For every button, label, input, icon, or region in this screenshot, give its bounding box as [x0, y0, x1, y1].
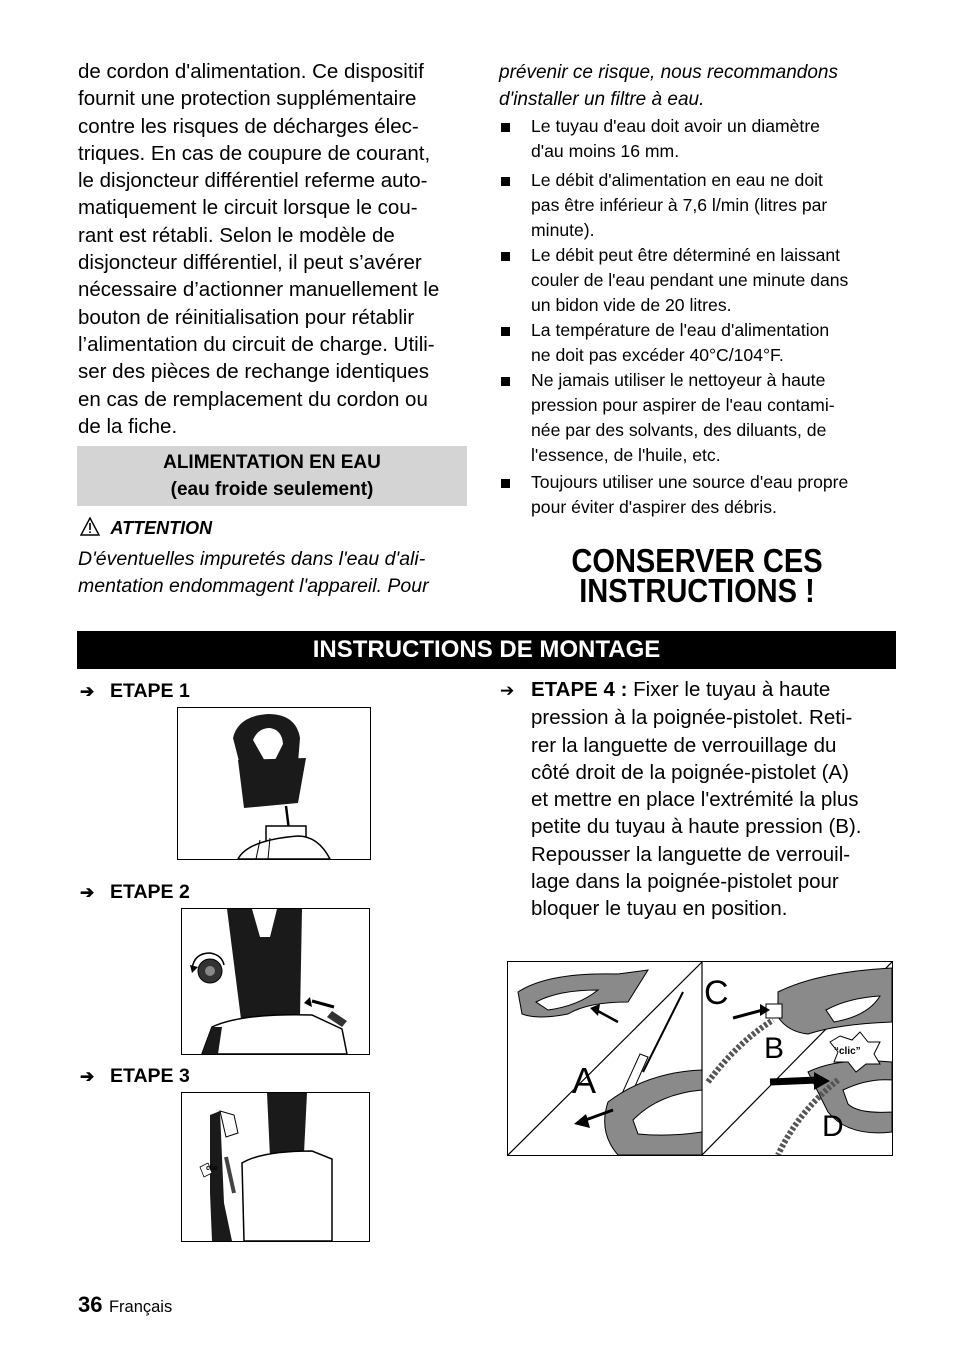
- text-line: Toujours utiliser une source d'eau propre: [531, 472, 849, 492]
- list-item: [499, 114, 909, 164]
- text-line: pression pour aspirer de l'eau contami-: [531, 395, 835, 415]
- text-line: D'éventuelles impuretés dans l'eau d'ali-: [78, 548, 426, 570]
- water-requirements-list: [499, 114, 909, 520]
- text-line: côté droit de la poignée-pistolet (A): [531, 760, 849, 784]
- text-line: d'installer un filtre à eau.: [499, 89, 705, 110]
- intro-paragraph: [78, 58, 478, 440]
- text-line: rant est rétabli. Selon le modèle de: [78, 223, 395, 247]
- text-line: ser des pièces de rechange identiques: [78, 360, 430, 384]
- text-line: minute).: [531, 220, 595, 240]
- text-line: mentation endommagent l'appareil. Pour: [78, 575, 429, 597]
- square-bullet-icon: [501, 377, 510, 386]
- right-arrow-icon: ➔: [80, 1067, 95, 1086]
- text-line: de cordon d'alimentation. Ce dispositif: [78, 60, 424, 83]
- right-arrow-icon: ➔: [80, 682, 95, 701]
- keep-instructions-title: [521, 542, 873, 609]
- step-1-label: [80, 679, 190, 704]
- square-bullet-icon: [501, 479, 510, 488]
- list-item: [499, 470, 909, 520]
- text-line: pas être inférieur à 7,6 l/min (litres par: [531, 195, 828, 215]
- square-bullet-icon: [501, 177, 510, 186]
- water-supply-section-box: [77, 446, 467, 506]
- list-item: [499, 318, 909, 368]
- label-d: D: [822, 1110, 844, 1143]
- text-line: bloquer le tuyau en position.: [531, 897, 788, 921]
- text-line: d'au moins 16 mm.: [531, 141, 680, 161]
- section-box-title: ALIMENTATION EN EAU: [163, 452, 381, 473]
- attention-heading: [80, 517, 212, 541]
- text-line: l’alimentation du circuit de charge. Utili-: [78, 332, 435, 356]
- square-bullet-icon: [501, 252, 510, 261]
- text-line: Le débit d'alimentation en eau ne doit: [531, 170, 823, 190]
- text-line: prévenir ce risque, nous recommandons: [499, 62, 839, 83]
- text-line: Le débit peut être déterminé en laissant: [531, 245, 841, 265]
- label-b: B: [764, 1032, 785, 1065]
- right-arrow-icon: ➔: [500, 681, 515, 700]
- step-4-figure: [507, 961, 893, 1156]
- step-label-text: ETAPE 2: [110, 881, 190, 903]
- text-line: couler de l'eau pendant une minute dans: [531, 270, 849, 290]
- text-line: pression à la poignée-pistolet. Reti-: [531, 706, 853, 730]
- text-line: Fixer le tuyau à haute: [633, 678, 831, 701]
- right-arrow-icon: ➔: [80, 883, 95, 902]
- warning-triangle-icon: [80, 517, 100, 536]
- label-a: A: [572, 1060, 597, 1101]
- page-footer: [78, 1292, 172, 1318]
- step-1-figure: [177, 707, 371, 860]
- step-2-label: [80, 880, 190, 905]
- list-item: [499, 168, 909, 243]
- text-line: disjoncteur différentiel, il peut s’avérer: [78, 251, 422, 275]
- attention-label: ATTENTION: [110, 518, 213, 538]
- step-3-figure: [181, 1092, 370, 1242]
- text-line: contre les risques de décharges élec-: [78, 114, 419, 138]
- attention-text: [78, 546, 429, 600]
- text-line: et mettre en place l'extrémité la plus: [531, 788, 859, 812]
- text-line: fournit une protection supplémentaire: [78, 87, 417, 111]
- square-bullet-icon: [501, 327, 510, 336]
- text-line: Le tuyau d'eau doit avoir un diamètre: [531, 116, 820, 136]
- step-2-figure: [181, 908, 370, 1055]
- text-line: le disjoncteur différentiel referme auto-: [78, 169, 428, 193]
- text-line: née par des solvants, des diluants, de: [531, 420, 827, 440]
- text-line: Ne jamais utiliser le nettoyeur à haute: [531, 370, 826, 390]
- step-label-text: ETAPE 1: [110, 680, 190, 702]
- step-3-label: [80, 1064, 190, 1089]
- text-line: lage dans la poignée-pistolet pour: [531, 870, 839, 894]
- assembly-instructions-banner: INSTRUCTIONS DE MONTAGE: [77, 631, 896, 669]
- filter-recommendation: [499, 59, 838, 113]
- text-line: matiquement le circuit lorsque le cou-: [78, 196, 418, 220]
- clic-label: clic: [206, 1165, 218, 1172]
- text-line: de la fiche.: [78, 414, 178, 438]
- step-4-label: ETAPE 4 :: [531, 678, 628, 701]
- step-label-text: ETAPE 3: [110, 1065, 190, 1087]
- page-number: 36: [78, 1292, 103, 1317]
- list-item: [499, 368, 909, 468]
- list-item: [499, 243, 909, 318]
- text-line: nécessaire d’actionner manuellement le: [78, 278, 440, 302]
- text-line: bouton de réinitialisation pour rétablir: [78, 305, 415, 329]
- step-4-instructions: [500, 676, 900, 923]
- text-line: Repousser la languette de verrouil-: [531, 842, 851, 866]
- text-line: [500, 676, 900, 704]
- language-label: Français: [108, 1298, 173, 1316]
- text-line: petite du tuyau à haute pression (B).: [531, 815, 862, 839]
- section-box-subtitle: (eau froide seulement): [170, 479, 374, 500]
- text-line: La température de l'eau d'alimentation: [531, 320, 830, 340]
- text-line: en cas de remplacement du cordon ou: [78, 387, 428, 411]
- text-line: pour éviter d'aspirer des débris.: [531, 497, 777, 517]
- label-c: C: [704, 974, 729, 1012]
- clic-label: “clic”: [834, 1046, 861, 1057]
- text-line: rer la languette de verrouillage du: [531, 733, 837, 757]
- text-line: ne doit pas excéder 40°C/104°F.: [531, 345, 784, 365]
- text-line: triques. En cas de coupure de courant,: [78, 141, 431, 165]
- title-line: INSTRUCTIONS !: [579, 572, 815, 609]
- text-line: un bidon vide de 20 litres.: [531, 295, 732, 315]
- text-line: l'essence, de l'huile, etc.: [531, 445, 721, 465]
- square-bullet-icon: [501, 123, 510, 132]
- title-line: CONSERVER CES: [571, 542, 823, 579]
